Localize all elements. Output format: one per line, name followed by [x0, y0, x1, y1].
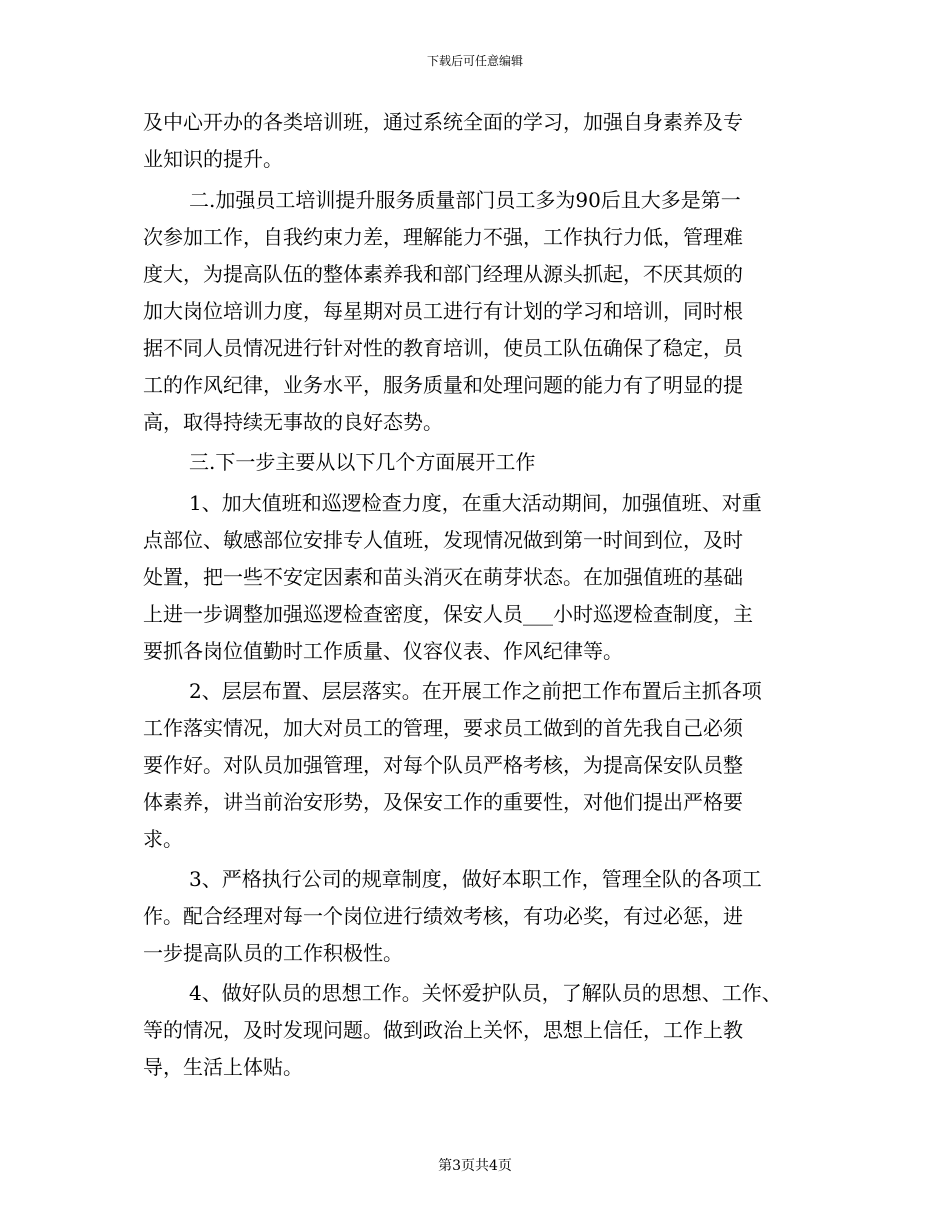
text-line: 体素养，讲当前治安形势，及保安工作的重要性，对他们提出严格要: [143, 790, 743, 814]
text-line: 要抓各岗位值勤时工作质量、仪容仪表、作风纪律等。: [143, 639, 623, 663]
text-line: 工的作风纪律，业务水平，服务质量和处理问题的能力有了明显的提: [143, 373, 743, 397]
text-line: 求。: [143, 827, 183, 851]
text-line: 高，取得持续无事故的良好态势。: [143, 410, 443, 434]
text-line: 三.下一步主要从以下几个方面展开工作: [189, 450, 536, 474]
text-line: 导，生活上体贴。: [143, 1055, 303, 1079]
document-body: [0, 105, 950, 1115]
page-footer: 第3页共4页: [438, 1158, 512, 1174]
text-line: 4、做好队员的思想工作。关怀爱护队员，了解队员的思想、工作、: [189, 981, 782, 1005]
text-line: 点部位、敏感部位安排专人值班，发现情况做到第一时间到位，及时: [143, 528, 743, 552]
text-line: 3、严格执行公司的规章制度，做好本职工作，管理全队的各项工: [189, 867, 762, 891]
text-line: 及中心开办的各类培训班，通过系统全面的学习，加强自身素养及专: [143, 110, 743, 134]
text-line: 上进一步调整加强巡逻检查密度，保安人员___小时巡逻检查制度，主: [143, 602, 753, 626]
text-line: 等的情况，及时发现问题。做到政治上关怀，思想上信任，工作上教: [143, 1018, 743, 1042]
text-line: 工作落实情况，加大对员工的管理，要求员工做到的首先我自己必须: [143, 716, 743, 740]
text-line: 业知识的提升。: [143, 147, 283, 171]
text-line: 二.加强员工培训提升服务质量部门员工多为90后且大多是第一: [189, 188, 741, 212]
text-line: 1、加大值班和巡逻检查力度，在重大活动期间，加强值班、对重: [189, 491, 762, 515]
text-line: 度大，为提高队伍的整体素养我和部门经理从源头抓起，不厌其烦的: [143, 262, 743, 286]
text-line: 一步提高队员的工作积极性。: [143, 941, 403, 965]
page-header: 下载后可任意编辑: [426, 54, 523, 68]
text-line: 2、层层布置、层层落实。在开展工作之前把工作布置后主抓各项: [189, 679, 762, 703]
text-line: 要作好。对队员加强管理，对每个队员严格考核，为提高保安队员整: [143, 753, 743, 777]
text-line: 据不同人员情况进行针对性的教育培训，使员工队伍确保了稳定，员: [143, 336, 743, 360]
text-line: 处置，把一些不安定因素和苗头消灭在萌芽状态。在加强值班的基础: [143, 565, 743, 589]
text-line: 作。配合经理对每一个岗位进行绩效考核，有功必奖，有过必惩，进: [143, 904, 743, 928]
text-line: 次参加工作，自我约束力差，理解能力不强，工作执行力低，管理难: [143, 225, 743, 249]
text-line: 加大岗位培训力度，每星期对员工进行有计划的学习和培训，同时根: [143, 299, 743, 323]
